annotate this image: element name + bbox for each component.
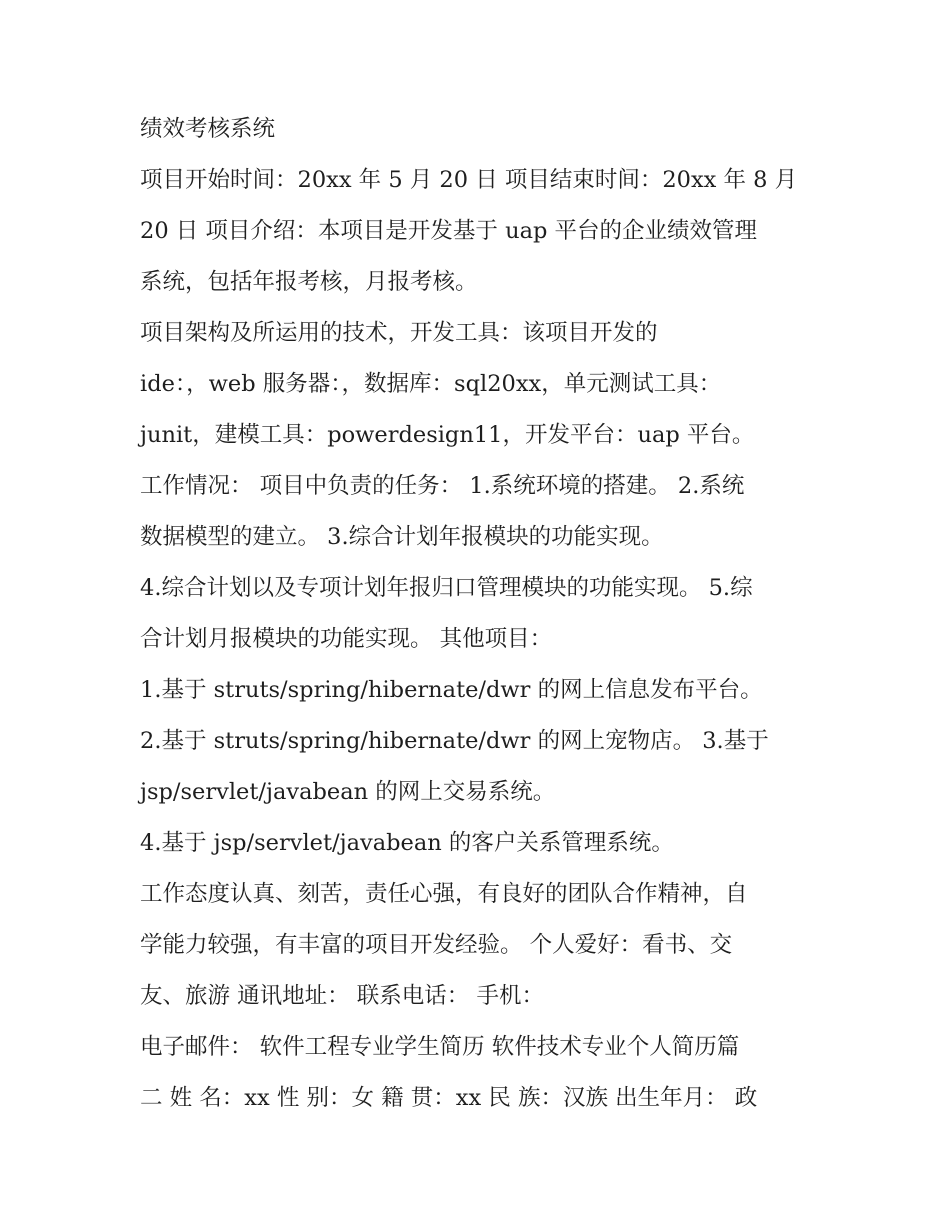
text-line: 系统，包括年报考核，月报考核。 <box>140 269 478 295</box>
text-line: jsp/servlet/javabean 的网上交易系统。 <box>140 779 556 805</box>
text-line: 学能力较强，有丰富的项目开发经验。 个人爱好：看书、交 <box>140 932 733 958</box>
document-title: 绩效考核系统 <box>140 116 276 142</box>
text-line: 4.基于 jsp/servlet/javabean 的客户关系管理系统。 <box>140 830 674 856</box>
text-line: 1.基于 struts/spring/hibernate/dwr 的网上信息发布平台。 <box>140 677 763 703</box>
text-line: junit，建模工具：powerdesign11，开发平台：uap 平台。 <box>140 422 755 448</box>
text-line: 合计划月报模块的功能实现。 其他项目： <box>140 626 553 652</box>
text-line: 4.综合计划以及专项计划年报归口管理模块的功能实现。 5.综 <box>140 575 753 601</box>
text-line: 数据模型的建立。 3.综合计划年报模块的功能实现。 <box>140 524 664 550</box>
text-line: 电子邮件： 软件工程专业学生简历 软件技术专业个人简历篇 <box>140 1034 740 1060</box>
text-line: 项目开始时间：20xx 年 5 月 20 日 项目结束时间：20xx 年 8 月 <box>140 167 798 193</box>
text-line: ide：，web 服务器：，数据库：sql20xx，单元测试工具： <box>140 371 722 397</box>
text-line: 工作情况： 项目中负责的任务： 1.系统环境的搭建。 2.系统 <box>140 473 745 499</box>
document-body <box>140 104 820 1124</box>
text-line: 友、旅游 通讯地址： 联系电话： 手机： <box>140 983 544 1009</box>
text-line: 20 日 项目介绍：本项目是开发基于 uap 平台的企业绩效管理 <box>140 218 758 244</box>
text-line: 项目架构及所运用的技术，开发工具：该项目开发的 <box>140 320 658 346</box>
text-line: 工作态度认真、刻苦，责任心强，有良好的团队合作精神，自 <box>140 881 748 907</box>
text-line: 2.基于 struts/spring/hibernate/dwr 的网上宠物店。 3.基于 <box>140 728 769 754</box>
text-line: 二 姓 名：xx 性 别：女 籍 贯：xx 民 族：汉族 出生年月： 政 <box>140 1085 758 1111</box>
